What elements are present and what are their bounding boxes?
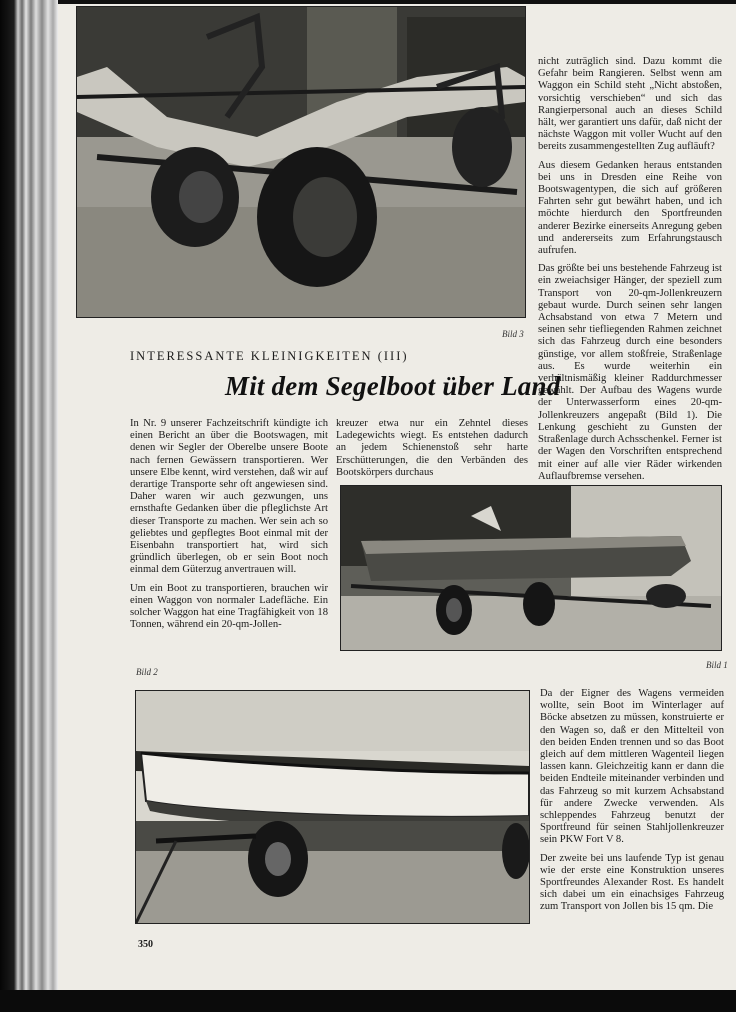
section-kicker: INTERESSANTE KLEINIGKEITEN (III) [130,349,409,363]
paragraph: Aus diesem Gedanken heraus entstanden bei uns in Dresden eine Reihe von Bootswagentypen, die sich auf größeren Fahrten sehr gut bewährt haben, und ich möchte hierdurch den Sportfreunden anderer Bezirke einerseits Anregung geben und andererseits zum Erfahrungstausch aufrufen. [538,159,722,257]
paragraph: Der zweite bei uns laufende Typ ist genau wie der erste eine Konstruktion unseres Sportfreundes Alexander Rost. Es handelt sich dabei um ein einachsiges Fahrzeug zum Transport von Jollen bis 15 qm. Die [540,852,724,913]
paragraph: Das größte bei uns bestehende Fahrzeug ist ein zweiachsiger Hänger, der speziell zum Transport von 20-qm-Jollenkreuzern gebaut wurde. Durch seinen sehr langen Achsabstand von etwa 7 Metern und seinen sehr tiefliegenden Rahmen zeichnet sich das Fahrzeug durch eine besonders günstige, vor allem stoßfreie, Straßenlage aus. Es wurde weiterhin ein verhältnismäßig kleiner Raddurchmesser gewählt. Der Aufbau des Wagens wurde der Unterwasserform eines 20-qm-Jollenkreuzers angepaßt (Bild 1). Die Lenkung geschieht zu Gunsten der Straßenlage durch Achsschenkel. Ferner ist der Wagen den Vorschriften entsprechend mit einer auf alle vier Räder wirkenden Auflaufbremse versehen. [538,263,722,482]
caption-bild-1: Bild 1 [706,660,728,670]
paragraph: In Nr. 9 unserer Fachzeitschrift kündigte ich einen Bericht an über die Bootswagen, mit denen wir Segler der Oberelbe unsere Boote nach fernen Gewässern transportieren. Wer unsere Elbe kennt, wird verstehen, daß wir auf derartige Transporte sehr oft angewiesen sind. Daher waren wir auch gezwungen, uns ernsthafte Gedanken über die pfleglichste Art dieser Transporte zu machen. Wer sein ach so geliebtes und gepflegtes Boot einmal mit der Eisenbahn transportiert hat, wird sich gründlich überlegen, ob er sein Boot noch einmal dem Güterzug anvertrauen will. [130,418,328,576]
paragraph: kreuzer etwa nur ein Zehntel dieses Ladegewichts wiegt. Es entstehen dadurch an jedem Schienenstoß sehr harte Erschütterungen, die den Verbänden des Bootskörpers durchaus [336,418,528,478]
photo-bild-3 [76,6,526,318]
photo-bild-2 [135,690,530,924]
scan-border [0,990,736,1012]
column-right-bottom [540,688,724,920]
page-number: 350 [138,939,153,950]
paragraph: nicht zuträglich sind. Dazu kommt die Gefahr beim Rangieren. Selbst wenn am Waggon ein Schild steht „Nicht abstoßen, vorsichtig verschieben“ und sich das Rangierpersonal auch an dieses Schild hält, wer garantiert uns dafür, daß nicht der nächste Waggon mit voller Wucht auf den bereits zusammengestellten Zug aufläuft? [538,56,722,153]
paragraph: Da der Eigner des Wagens vermeiden wollte, sein Boot im Winterlager auf Böcke absetzen zu müssen, konstruierte er den Wagen so, daß er den Mittelteil von den beiden Enden trennen und so das Boot gleich auf dem mittleren Wagenteil liegen lassen kann. Gleichzeitig kann er dann die beiden Endteile miteinander verbinden und das Fahrzeug so mit kurzem Achsabstand für andere Zwecke verwenden. Als schleppendes Fahrzeug benutzt der Sportfreund für seinen Stahljollenkreuzer sein PKW Fort V 8. [540,688,724,846]
book-spine [0,0,58,1012]
paragraph: Um ein Boot zu transportieren, brauchen wir einen Waggon von normaler Ladefläche. Ein solcher Waggon hat eine Tragfähigkeit von 18 Tonnen, während ein 20-qm-Jollen- [130,582,328,631]
column-center-mid [336,418,528,485]
caption-bild-2: Bild 2 [136,667,158,677]
caption-bild-3: Bild 3 [502,329,524,339]
article-headline: Mit dem Segelboot über Land [225,371,561,401]
photo-bild-1 [340,485,722,651]
column-left-mid [130,418,328,637]
column-right-top [538,56,722,489]
